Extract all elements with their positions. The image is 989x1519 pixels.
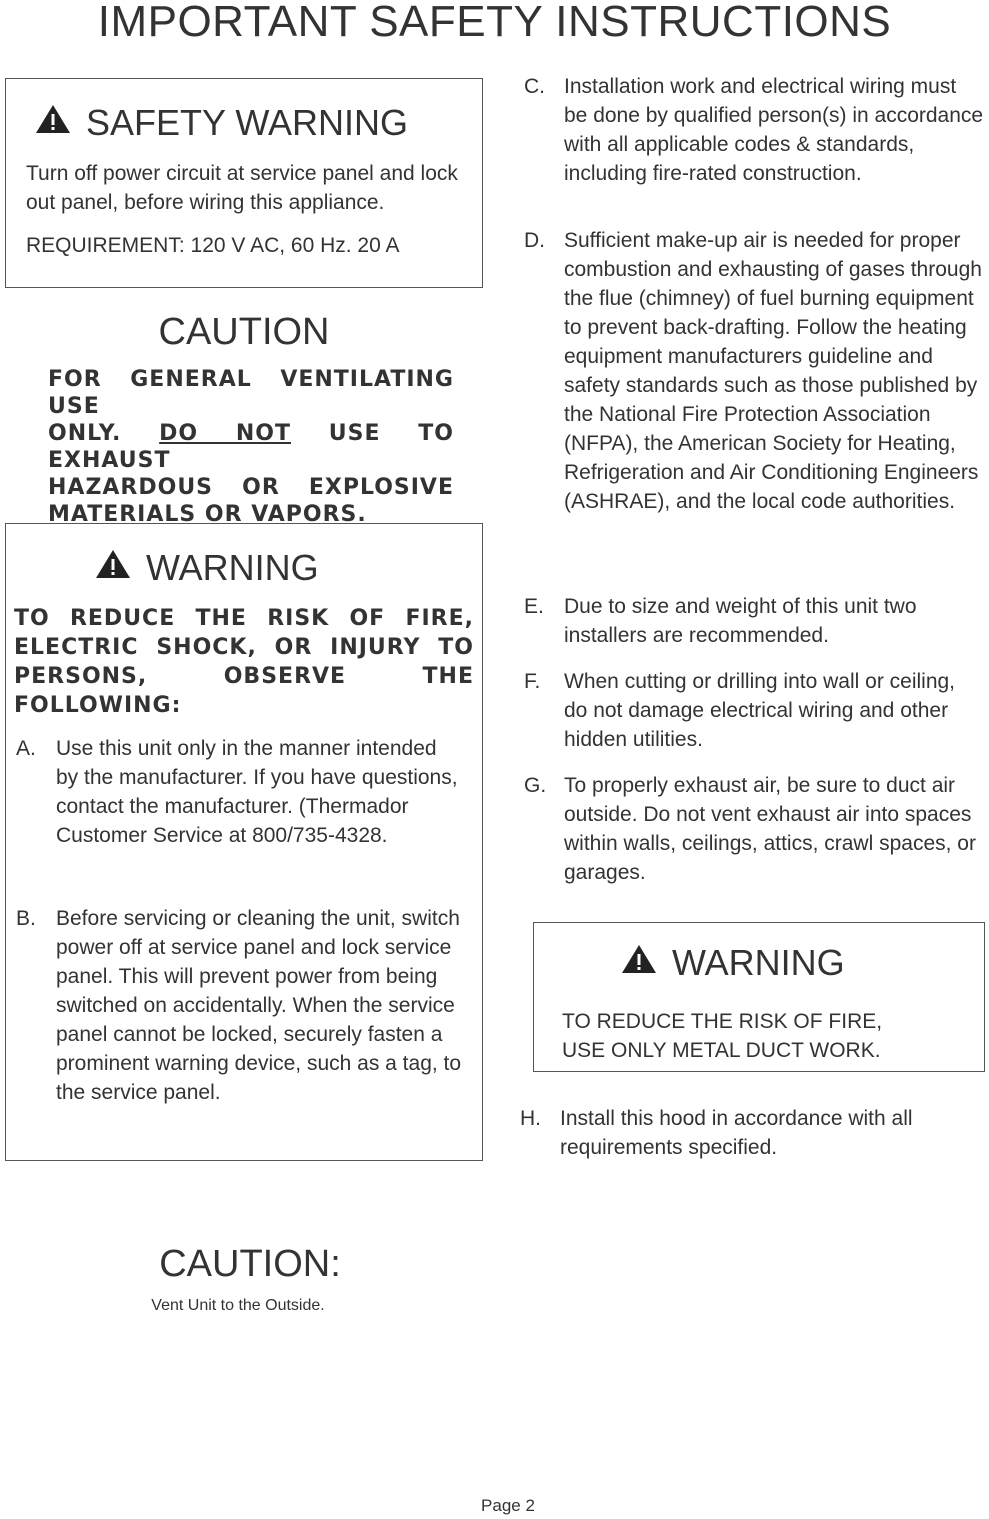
item-label: D.: [524, 229, 545, 252]
caution-only: ONLY.: [48, 421, 122, 446]
caution-line: FOR GENERAL VENTILATING USE: [48, 367, 454, 419]
instruction-item-d: [524, 226, 989, 516]
caution-vent-text: Vent Unit to the Outside.: [151, 1297, 325, 1314]
warning-duct-heading: WARNING: [672, 942, 845, 983]
safety-warning-header: [34, 103, 408, 143]
caution-heading: CAUTION: [158, 311, 330, 353]
item-label: A.: [16, 737, 36, 760]
caution-line: HAZARDOUS OR EXPLOSIVE: [48, 475, 454, 500]
warning-item-a: [16, 734, 464, 850]
warning-triangle-icon: [620, 943, 658, 983]
caution-use-to-exhaust: USE TO EXHAUST: [48, 421, 454, 473]
warning-box-duct: [533, 922, 985, 1072]
warning-main-header: [94, 548, 319, 588]
warning-main-heading: WARNING: [146, 547, 319, 588]
warning-duct-line: TO REDUCE THE RISK OF FIRE,: [562, 1010, 883, 1033]
item-label: C.: [524, 75, 545, 98]
caution-vent-heading: CAUTION:: [159, 1243, 341, 1285]
item-text: To properly exhaust air, be sure to duct air outside. Do not vent exhaust air into spaces within walls, ceilings, attics, crawl spaces, or garages.: [564, 774, 976, 884]
item-text: Sufficient make-up air is needed for proper combustion and exhausting of gases through the flue (chimney) of fuel burning equipment to prevent back-drafting. Follow the heating equipment manufacturers guideline and safety standards such as those published by the National Fire Protection Association (NFPA), the American Society for Heating, Refrigeration and Air Conditioning Engineers (ASHRAE), and the local code authorities.: [564, 229, 982, 513]
instruction-item-e: [524, 592, 964, 650]
instruction-item-f: [524, 667, 984, 754]
safety-warning-text: Turn off power circuit at service panel and lock out panel, before wiring this appliance.: [26, 162, 458, 214]
item-label: E.: [524, 595, 544, 618]
warning-main-lead: TO REDUCE THE RISK OF FIRE, ELECTRIC SHOCK, OR INJURY TO PERSONS, OBSERVE THE FOLLOWING:: [14, 606, 474, 718]
item-label: F.: [524, 670, 541, 693]
safety-warning-heading: SAFETY WARNING: [86, 102, 409, 143]
caution-do-not: DO NOT: [159, 421, 291, 446]
item-text: Before servicing or cleaning the unit, switch power off at service panel and lock service panel. This will prevent power from being switched on accidentally. When the service panel cannot be locked, securely fasten a prominent warning device, such as a tag, to the service panel.: [56, 907, 462, 1104]
item-label: B.: [16, 907, 36, 930]
caution-text: [48, 366, 454, 528]
item-text: When cutting or drilling into wall or ceiling, do not damage electrical wiring and other hidden utilities.: [564, 670, 956, 751]
item-text: Due to size and weight of this unit two installers are recommended.: [564, 595, 917, 647]
warning-box-main: [5, 523, 483, 1161]
item-label: H.: [520, 1107, 541, 1130]
instruction-item-h: [520, 1104, 960, 1162]
item-label: G.: [524, 774, 547, 797]
instruction-item-c: [524, 72, 984, 188]
warning-duct-line: USE ONLY METAL DUCT WORK.: [562, 1039, 881, 1062]
warning-duct-header: [620, 943, 845, 983]
warning-triangle-icon: [94, 548, 132, 588]
warning-item-b: [16, 904, 464, 1107]
safety-warning-requirement: REQUIREMENT: 120 V AC, 60 Hz. 20 A: [26, 234, 400, 257]
item-text: Install this hood in accordance with all requirements specified.: [560, 1107, 913, 1159]
page-number: Page 2: [481, 1496, 535, 1515]
warning-triangle-icon: [34, 103, 72, 143]
safety-warning-box: [5, 78, 483, 288]
caution-line: MATERIALS OR VAPORS.: [48, 502, 367, 527]
caution-line: [48, 420, 454, 474]
item-text: Use this unit only in the manner intended by the manufacturer. If you have questions, contact the manufacturer. (Thermador Customer Service at 800/735-4328.: [56, 737, 458, 847]
instruction-item-g: [524, 771, 984, 887]
item-text: Installation work and electrical wiring must be done by qualified person(s) in accordance with all applicable codes & standards, including fire-rated construction.: [564, 75, 984, 185]
page-title: IMPORTANT SAFETY INSTRUCTIONS: [97, 0, 892, 46]
